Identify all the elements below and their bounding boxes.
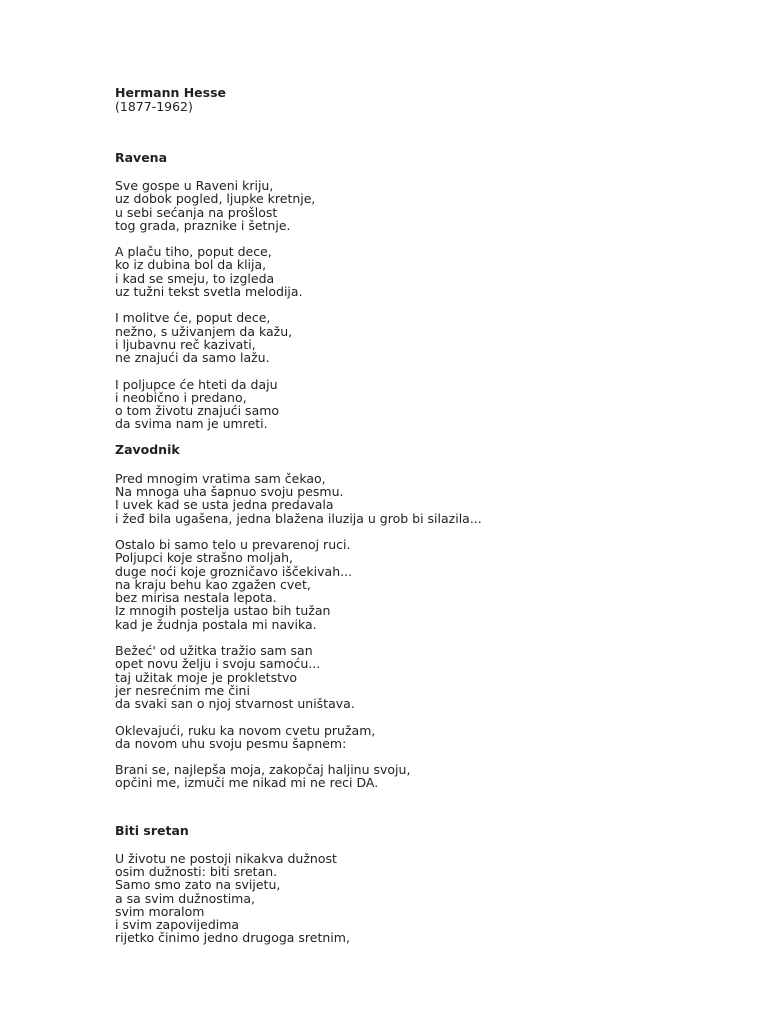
poem-line: uz dobok pogled, ljupke kretnje, [115,191,316,207]
stanza [115,538,735,631]
poem-line: u sebi sećanja na prošlost [115,204,278,220]
poem-line: o tom životu znajući samo [115,403,280,419]
poems-container [115,151,735,945]
document-page [115,86,735,945]
poem-line: ne znajući da samo lažu. [115,350,270,366]
poem-title: Ravena [115,150,168,165]
poem-line: U životu ne postoji nikakva dužnost [115,850,337,866]
author-years: (1877-1962) [115,99,193,114]
stanza [115,378,735,431]
poem-line: i ljubavnu reč kazivati, [115,336,256,352]
poem-line: da novom uhu svoju pesmu šapnem: [115,735,347,751]
poem-line: opčini me, izmuči me nikad mi ne reci DA. [115,775,379,791]
poem-line: da svima nam je umreti. [115,416,268,432]
poem-line: Iz mnogih postelja ustao bih tužan [115,603,331,619]
poem-line: opet novu želju i svoju samoću... [115,656,321,672]
stanza [115,472,735,525]
stanza [115,644,735,710]
poem-line: da svaki san o njoj stvarnost uništava. [115,696,355,712]
poem-line: i svim zapovijedima [115,917,240,933]
poem-line: uz tužni tekst svetla melodija. [115,284,303,300]
poem-line: i kad se smeju, to izgleda [115,270,275,286]
poem-line: i žeđ bila ugašena, jedna blažena iluzija u grob bi silazila... [115,510,482,526]
poem-line: Samo smo zato na svijetu, [115,877,281,893]
stanza [115,179,735,232]
stanza [115,763,735,790]
poem-title: Zavodnik [115,441,180,457]
poem-line: taj užitak moje je prokletstvo [115,669,298,685]
poem-line: Poljupci koje strašno moljah, [115,550,294,566]
poem-line: Pred mnogim vratima sam čekao, [115,470,326,486]
poem-line: bez mirisa nestala lepota. [115,590,277,606]
poem-line: Oklevajući, ruku ka novom cvetu pružam, [115,722,376,738]
poem-line: Bežeć' od užitka tražio sam san [115,643,313,659]
stanza [115,245,735,298]
poem-line: Brani se, najlepša moja, zakopčaj haljinu svoju, [115,762,411,778]
poem-line: i neobično i predano, [115,389,247,405]
poem-line: na kraju behu kao zgažen cvet, [115,576,311,592]
poem-line: ko iz dubina bol da klija, [115,257,267,273]
stanza [115,852,735,945]
poem-line: I poljupce će hteti da daju [115,376,278,392]
poem-line: A plaču tiho, poput dece, [115,244,272,260]
poem-line: tog grada, praznike i šetnje. [115,217,291,233]
poem-line: duge noći koje grozničavo iščekivah... [115,563,353,579]
poem-title: Biti sretan [115,822,189,838]
poem-line: osim dužnosti: biti sretan. [115,863,278,879]
poem-line: jer nesrećnim me čini [115,682,250,698]
poem-line: Ostalo bi samo telo u prevarenoj ruci. [115,536,351,552]
stanza [115,311,735,364]
poem-line: Na mnoga uha šapnuo svoju pesmu. [115,484,344,500]
poem-line: svim moralom [115,903,205,919]
poem-line: kad je žudnja postala mi navika. [115,616,317,632]
poem-line: Sve gospe u Raveni kriju, [115,178,274,193]
poem-line: nežno, s uživanjem da kažu, [115,323,293,339]
poem-line: I molitve će, poput dece, [115,310,271,326]
poem-line: I uvek kad se usta jedna predavala [115,497,334,513]
stanza [115,724,735,751]
poem-line: rijetko činimo jedno drugoga sretnim, [115,930,350,946]
author-name: Hermann Hesse [115,85,227,100]
poem-line: a sa svim dužnostima, [115,890,255,906]
